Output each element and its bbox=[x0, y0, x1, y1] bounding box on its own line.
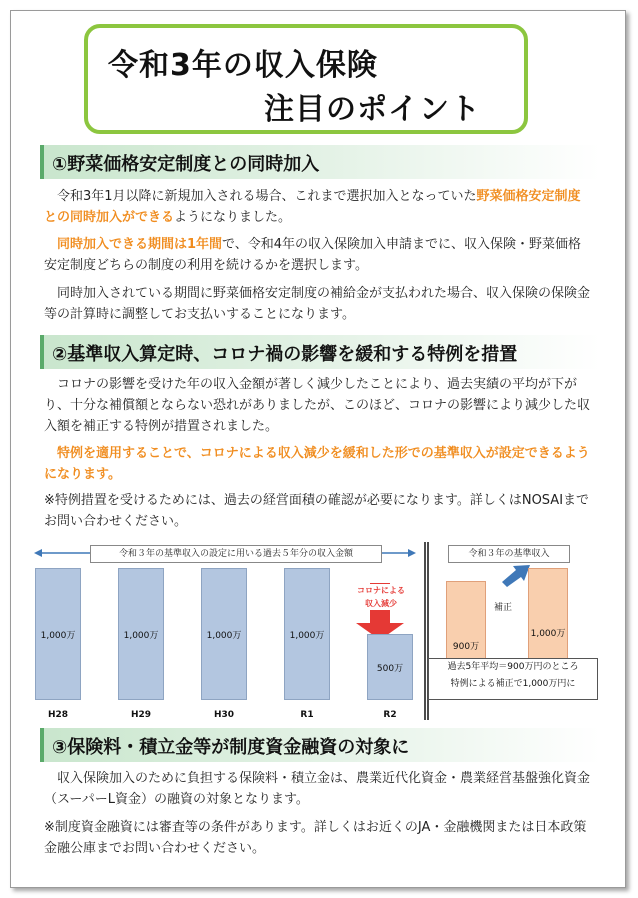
section3-note: ※制度資金融資には審査等の条件があります。詳しくはお近くのJA・金融機関または日本政策金融公庫までお問い合わせください。 bbox=[44, 820, 587, 856]
section2-note: ※特例措置を受けるためには、過去の経営面積の確認が必要になります。詳しくはNOSAIまでお問い合わせください。 bbox=[44, 493, 590, 529]
x-tick-label: H29 bbox=[130, 710, 152, 720]
corona-decrease-label: コロナによる 収入減少 bbox=[354, 584, 408, 610]
title-line2: 注目のポイント bbox=[264, 92, 481, 127]
section1-highlight1: 野菜価格安定制度との同時加入ができる bbox=[44, 189, 581, 225]
x-tick-label: H30 bbox=[213, 710, 235, 720]
bar-value-label: 1,000万 bbox=[123, 631, 159, 641]
section3-heading: ③保険料・積立金等が制度資金融資の対象に bbox=[40, 728, 600, 762]
left-chart-caption: 令和３年の基準収入の設定に用いる過去５年分の収入金額 bbox=[90, 545, 382, 563]
section1-heading: ①野菜価格安定制度との同時加入 bbox=[40, 145, 600, 179]
title-box bbox=[84, 24, 528, 134]
section1-para3: 同時加入されている期間に野菜価格安定制度の補給金が支払われた場合、収入保険の保険金等の計算時に調整してお支払いすることになります。 bbox=[44, 286, 591, 322]
section1-para2: 同時加入できる期間は1年間で、令和4年の収入保険加入申請までに、収入保険・野菜価格安定制度どちらの制度の利用を続けるかを選択します。 bbox=[44, 237, 582, 273]
bar-value-label: 1,000万 bbox=[289, 631, 325, 641]
correction-label: 補正 bbox=[494, 603, 513, 613]
section1-para1: 令和3年1月以降に新規加入される場合、これまで選択加入となっていた野菜価格安定制度との同時加入ができるようになりました。 bbox=[44, 189, 581, 225]
correction-arrow bbox=[502, 565, 530, 587]
bar-value-label: 500万 bbox=[376, 664, 404, 674]
x-tick-label: R2 bbox=[383, 710, 397, 720]
title-line1: 令和3年の収入保険 bbox=[108, 48, 378, 83]
income-chart bbox=[30, 540, 600, 725]
section1-highlight2: 同時加入できる期間は1年間 bbox=[57, 237, 223, 252]
span-arrow-right bbox=[408, 549, 416, 557]
section2-highlight: 特例を適用することで、コロナによる収入減少を緩和した形での基準収入が設定できるようになります。 bbox=[44, 446, 590, 482]
x-tick-label: H28 bbox=[47, 710, 69, 720]
section2-para1: コロナの影響を受けた年の収入金額が著しく減少したことにより、過去実績の平均が下がり、十分な補償額とならない恐れがありましたが、このほど、コロナの影響により減少した収入額を補正する特例が措置されました。 bbox=[44, 377, 591, 434]
bar-value-label: 1,000万 bbox=[206, 631, 242, 641]
x-tick-label: R1 bbox=[300, 710, 314, 720]
bar-value-label: 900万 bbox=[452, 642, 480, 652]
span-arrow-left bbox=[34, 549, 42, 557]
section3-para1: 収入保険加入のために負担する保険料・積立金は、農業近代化資金・農業経営基盤強化資金（スーパーL資金）の融資の対象となります。 bbox=[44, 771, 591, 807]
section2-heading: ②基準収入算定時、コロナ禍の影響を緩和する特例を措置 bbox=[40, 335, 600, 369]
correction-note: 過去5年平均＝900万円のところ 特例による補正で1,000万円に bbox=[428, 658, 598, 700]
right-chart-caption: 令和３年の基準収入 bbox=[448, 545, 570, 563]
bar-value-label: 1,000万 bbox=[530, 629, 566, 639]
bar-value-label: 1,000万 bbox=[40, 631, 76, 641]
